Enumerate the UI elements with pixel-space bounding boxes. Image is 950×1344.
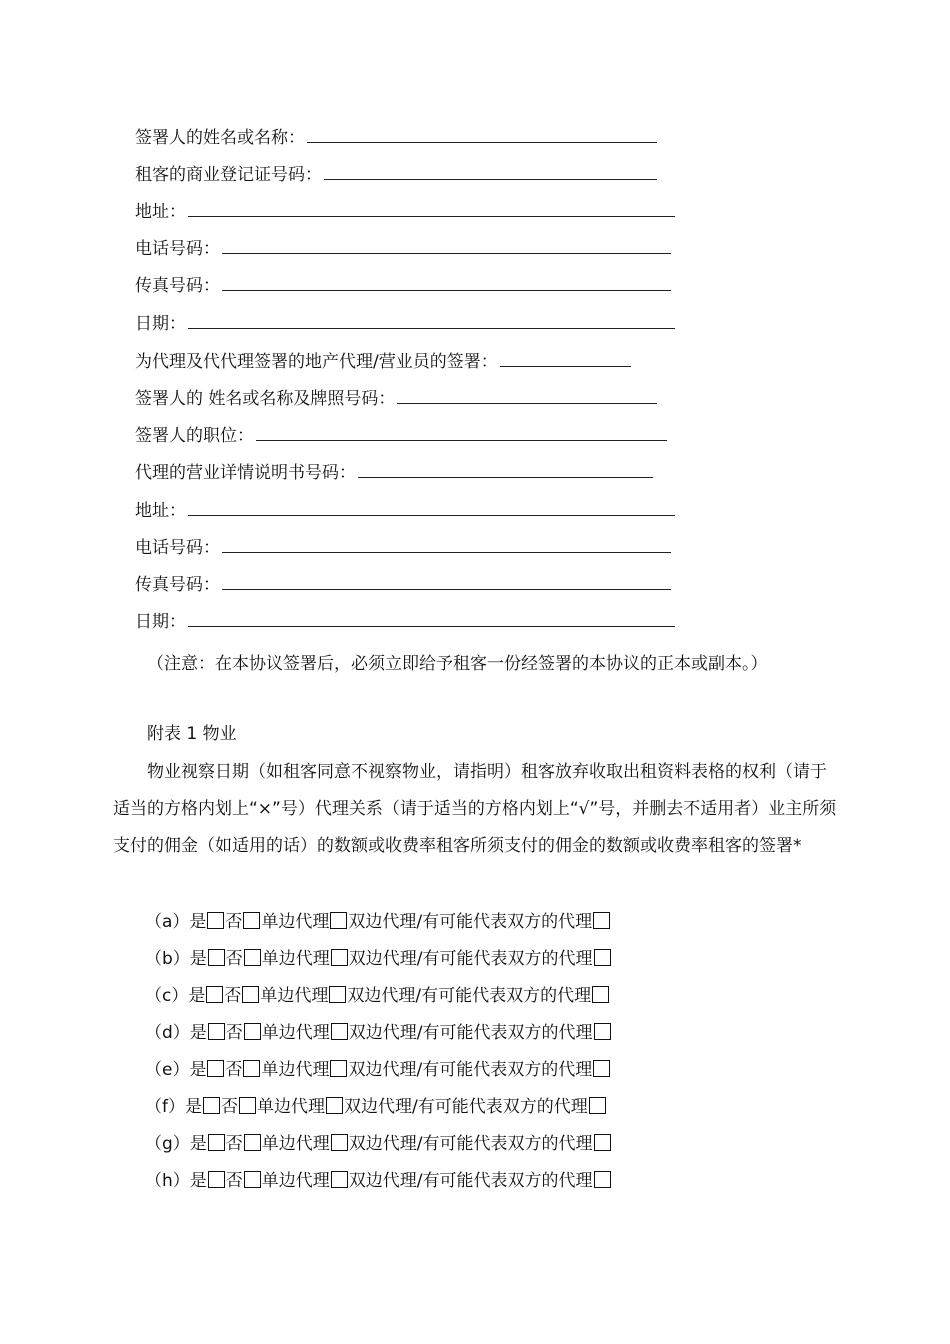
yes-checkbox[interactable]	[203, 1097, 220, 1114]
option-letter: （g）	[145, 1134, 190, 1154]
field-label: 日期：	[135, 612, 186, 632]
field-label: 签署人的 姓名或名称及牌照号码：	[135, 389, 396, 409]
fill-line[interactable]	[397, 388, 657, 404]
option-row	[145, 1059, 611, 1081]
yes-checkbox[interactable]	[208, 949, 225, 966]
option-dual-agency-label: 双边代理/有可能代表双方的代理	[348, 1171, 593, 1191]
no-checkbox[interactable]	[243, 1060, 260, 1077]
dual-agency-checkbox[interactable]	[594, 949, 611, 966]
option-single-agency-label: 单边代理	[261, 912, 330, 932]
dual-agency-checkbox[interactable]	[594, 1134, 611, 1151]
fax-field	[135, 275, 671, 297]
option-no-label: 否	[225, 1134, 243, 1154]
option-letter: （c）	[145, 986, 189, 1006]
no-checkbox[interactable]	[244, 1171, 261, 1188]
fill-line[interactable]	[256, 425, 667, 441]
option-row	[145, 1022, 612, 1044]
no-checkbox[interactable]	[239, 1097, 256, 1114]
agent-name-license-field	[135, 388, 657, 410]
single-agency-checkbox[interactable]	[331, 1134, 348, 1151]
signing-note: （注意：在本协议签署后，必须立即给予租客一份经签署的本协议的正本或副本。）	[147, 654, 768, 674]
fill-line[interactable]	[358, 462, 653, 478]
option-letter: （f）	[145, 1097, 185, 1117]
option-no-label: 否	[221, 1097, 238, 1117]
dual-agency-checkbox[interactable]	[594, 1023, 611, 1040]
fill-line[interactable]	[222, 574, 671, 590]
field-label: 电话号码：	[135, 239, 220, 259]
date-field	[135, 313, 675, 335]
single-agency-checkbox[interactable]	[330, 912, 347, 929]
option-single-agency-label: 单边代理	[261, 1171, 330, 1191]
single-agency-checkbox[interactable]	[326, 1097, 343, 1114]
field-label: 租客的商业登记证号码：	[135, 165, 322, 185]
no-checkbox[interactable]	[244, 949, 261, 966]
no-checkbox[interactable]	[243, 912, 260, 929]
single-agency-checkbox[interactable]	[331, 949, 348, 966]
agent-date-field	[135, 611, 675, 633]
option-yes-label: 是	[189, 1134, 207, 1154]
schedule-title: 附表 1 物业	[147, 724, 237, 744]
fill-line[interactable]	[188, 201, 675, 217]
option-row	[145, 911, 611, 933]
field-label: 为代理及代代理签署的地产代理/营业员的签署：	[135, 352, 498, 372]
no-checkbox[interactable]	[244, 1023, 261, 1040]
yes-checkbox[interactable]	[207, 912, 224, 929]
field-label: 签署人的职位：	[135, 426, 254, 446]
fill-line[interactable]	[500, 351, 631, 367]
field-label: 电话号码：	[135, 538, 220, 558]
dual-agency-checkbox[interactable]	[592, 986, 609, 1003]
fill-line[interactable]	[222, 238, 671, 254]
agent-signature-field	[135, 351, 631, 373]
agent-address-field	[135, 500, 675, 522]
option-no-label: 否	[225, 1060, 243, 1080]
option-no-label: 否	[225, 949, 243, 969]
field-label: 地址：	[135, 202, 186, 222]
dual-agency-checkbox[interactable]	[593, 1060, 610, 1077]
option-dual-agency-label: 双边代理/有可能代表双方的代理	[348, 949, 593, 969]
fill-line[interactable]	[324, 164, 657, 180]
phone-field	[135, 238, 671, 260]
option-single-agency-label: 单边代理	[261, 949, 330, 969]
option-letter: （a）	[145, 912, 190, 932]
fill-line[interactable]	[307, 127, 657, 143]
option-yes-label: 是	[189, 912, 207, 932]
single-agency-checkbox[interactable]	[331, 1171, 348, 1188]
option-yes-label: 是	[185, 1097, 202, 1117]
signer-name-field	[135, 127, 657, 149]
option-letter: （h）	[145, 1171, 190, 1191]
option-no-label: 否	[225, 1023, 243, 1043]
option-row	[145, 1170, 612, 1192]
single-agency-checkbox[interactable]	[330, 1060, 347, 1077]
fill-line[interactable]	[222, 275, 671, 291]
address-field	[135, 201, 675, 223]
schedule-description: 物业视察日期（如租客同意不视察物业，请指明）租客放弃收取出租资料表格的权利（请于适当的方格内划上“×”号）代理关系（请于适当的方格内划上“√”号，并删去不适用者）业主所须支付的佣金（如适用的话）的数额或收费率租客所须支付的佣金的数额或收费率租客的签署*	[113, 762, 837, 856]
fill-line[interactable]	[188, 611, 675, 627]
option-yes-label: 是	[189, 949, 207, 969]
field-label: 传真号码：	[135, 276, 220, 296]
option-no-label: 否	[225, 1171, 243, 1191]
tenant-br-number-field	[135, 164, 657, 186]
option-yes-label: 是	[189, 1171, 207, 1191]
agent-statement-number-field	[135, 462, 653, 484]
option-dual-agency-label: 双边代理/有可能代表双方的代理	[348, 912, 593, 932]
agent-phone-field	[135, 537, 671, 559]
single-agency-checkbox[interactable]	[329, 986, 346, 1003]
option-no-label: 否	[224, 986, 242, 1006]
agent-fax-field	[135, 574, 671, 596]
yes-checkbox[interactable]	[207, 1060, 224, 1077]
option-row	[145, 985, 610, 1007]
option-dual-agency-label: 双边代理/有可能代表双方的代理	[347, 986, 592, 1006]
option-dual-agency-label: 双边代理/有可能代表双方的代理	[344, 1097, 588, 1117]
agent-position-field	[135, 425, 667, 447]
no-checkbox[interactable]	[242, 986, 259, 1003]
option-dual-agency-label: 双边代理/有可能代表双方的代理	[348, 1023, 593, 1043]
field-label: 代理的营业详情说明书号码：	[135, 463, 356, 483]
dual-agency-checkbox[interactable]	[589, 1097, 606, 1114]
fill-line[interactable]	[222, 537, 671, 553]
field-label: 日期：	[135, 314, 186, 334]
fill-line[interactable]	[188, 500, 675, 516]
yes-checkbox[interactable]	[206, 986, 223, 1003]
fill-line[interactable]	[188, 313, 675, 329]
single-agency-checkbox[interactable]	[331, 1023, 348, 1040]
option-letter: （d）	[145, 1023, 190, 1043]
yes-checkbox[interactable]	[208, 1134, 225, 1151]
option-single-agency-label: 单边代理	[261, 1060, 330, 1080]
no-checkbox[interactable]	[244, 1134, 261, 1151]
option-single-agency-label: 单边代理	[261, 1134, 330, 1154]
field-label: 签署人的姓名或名称：	[135, 128, 305, 148]
option-single-agency-label: 单边代理	[257, 1097, 325, 1117]
field-label: 地址：	[135, 501, 186, 521]
option-row	[145, 948, 612, 970]
option-single-agency-label: 单边代理	[260, 986, 329, 1006]
yes-checkbox[interactable]	[208, 1171, 225, 1188]
yes-checkbox[interactable]	[208, 1023, 225, 1040]
field-label: 传真号码：	[135, 575, 220, 595]
option-yes-label: 是	[189, 1060, 207, 1080]
dual-agency-checkbox[interactable]	[593, 912, 610, 929]
option-letter: （e）	[145, 1060, 190, 1080]
option-dual-agency-label: 双边代理/有可能代表双方的代理	[348, 1134, 593, 1154]
option-no-label: 否	[225, 912, 243, 932]
option-letter: （b）	[145, 949, 190, 969]
option-row	[145, 1096, 607, 1118]
option-dual-agency-label: 双边代理/有可能代表双方的代理	[348, 1060, 593, 1080]
option-row	[145, 1133, 612, 1155]
option-yes-label: 是	[189, 1023, 207, 1043]
dual-agency-checkbox[interactable]	[594, 1171, 611, 1188]
option-single-agency-label: 单边代理	[261, 1023, 330, 1043]
option-yes-label: 是	[188, 986, 206, 1006]
